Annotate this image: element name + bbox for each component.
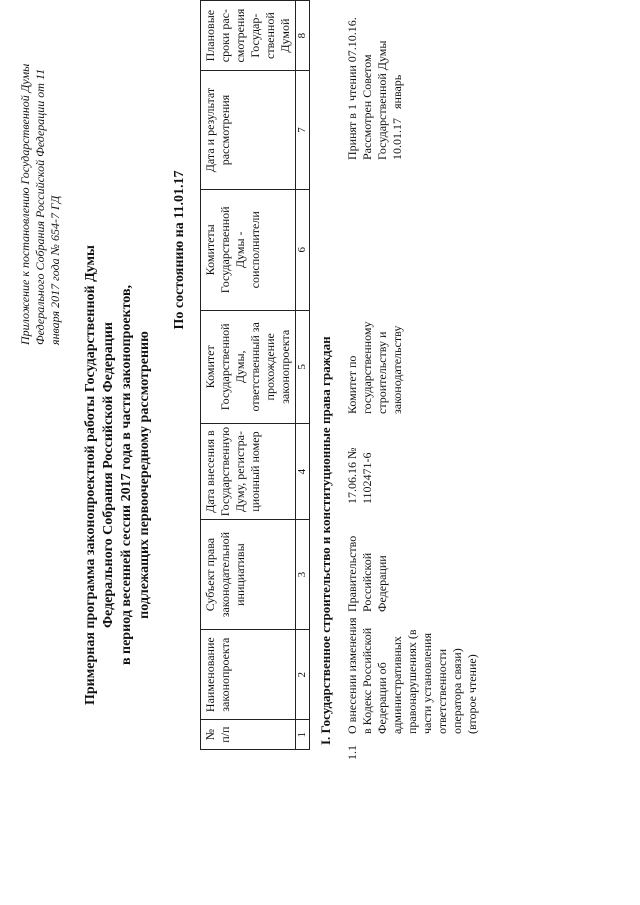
review-result — [345, 10, 405, 160]
review-result-text: Принят в 1 чтении 07.10.16. Рассмотрен Советом Государственной Думы 10.01.17 — [345, 17, 404, 160]
header-cell: Комитеты Государственной Думы - соисполнители — [201, 189, 296, 310]
initiative-subject: Правительство Российской Федерации — [345, 535, 389, 612]
as-of-date: По состоянию на 11.01.17 — [172, 170, 187, 330]
bill-name: О внесении изменения в Кодекс Российской Федерации об административных правонарушениях (в части установления ответственности оператора связи) (второе чтение) — [345, 617, 479, 734]
header-cell: Дата внесения в Государственную Думу, регистра-ционный номер — [201, 423, 296, 519]
section-heading: I. Государственное строительство и конституционные права граждан — [318, 336, 333, 745]
planned-date: январь — [390, 74, 404, 109]
header-cell: Субъект права законодательной инициативы — [201, 520, 296, 630]
header-cell: Комитет Государственной Думы, ответственный за прохождение законопроекта — [201, 310, 296, 423]
title-line: Федерального Собрания Российской Федерации — [101, 322, 116, 628]
document-title — [82, 195, 154, 755]
header-cell: № п/п — [201, 720, 296, 750]
column-number: 6 — [296, 189, 310, 310]
row-number: 1.1 — [345, 745, 359, 760]
column-number: 4 — [296, 423, 310, 519]
header-cell: Дата и результат рассмотрения — [201, 71, 296, 190]
column-number: 1 — [296, 720, 310, 750]
column-number-row — [296, 1, 310, 750]
column-number: 8 — [296, 1, 310, 71]
table-header-row — [201, 1, 296, 750]
title-line: Примерная программа законопроектной работы Государственной Думы — [83, 245, 98, 706]
column-number: 5 — [296, 310, 310, 423]
title-line: в период весенней сессии 2017 года в части законопроектов, — [119, 284, 134, 666]
responsible-committee: Комитет по государственному строительству и законодательству — [345, 321, 404, 414]
header-cell: Наименование законопроекта — [201, 629, 296, 719]
appendix-note: Приложение к постановлению Государственной Думы Федерального Собрания Российской Федерации от 11 января 2017 года № 654-7 ГД — [18, 63, 62, 345]
column-number: 2 — [296, 629, 310, 719]
header-cell: Плановые сроки рас-смотрения Государ-ственной Думой — [201, 1, 296, 71]
submission-date: 17.06.16 № 1102471-6 — [345, 447, 374, 504]
column-number: 7 — [296, 71, 310, 190]
title-line: подлежащих первоочередному рассмотрению — [137, 331, 152, 619]
column-number: 3 — [296, 520, 310, 630]
program-table — [200, 0, 310, 750]
